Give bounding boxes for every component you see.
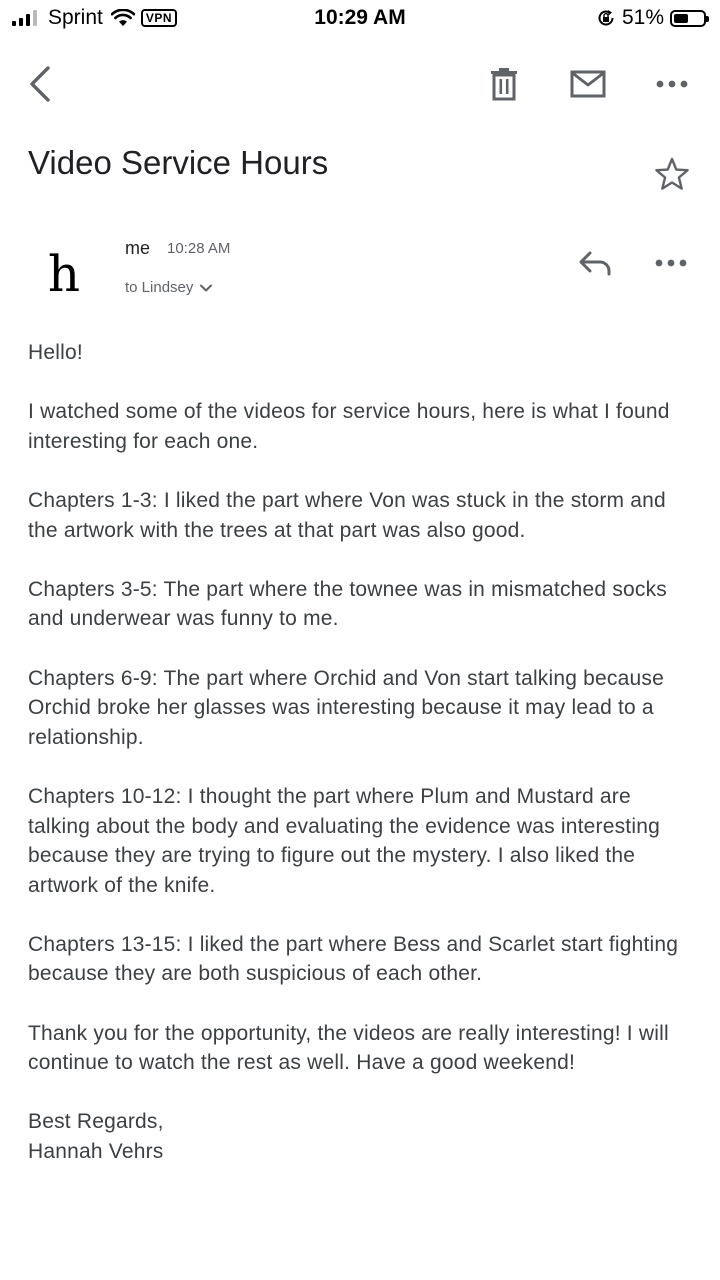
delete-button[interactable] (478, 56, 530, 112)
message-more-button[interactable] (648, 240, 694, 286)
chevron-left-icon (28, 65, 52, 103)
carrier-name: Sprint (48, 6, 103, 29)
reply-icon (578, 250, 612, 276)
battery-icon (670, 10, 706, 27)
sender-avatar[interactable]: h (47, 245, 81, 303)
email-body (28, 338, 698, 1196)
mail-icon (570, 70, 606, 98)
body-paragraph: Chapters 1-3: I liked the part where Von was stuck in the storm and the artwork with the trees at that part was also good. (28, 488, 666, 542)
more-options-button[interactable] (646, 56, 698, 112)
star-outline-icon (654, 157, 690, 191)
body-paragraph: Chapters 3-5: The part where the townee was in mismatched socks and underwear was funny to me. (28, 577, 668, 631)
body-paragraph: I watched some of the videos for service hours, here is what I found interesting for each one. (28, 400, 670, 453)
trash-icon (490, 67, 518, 101)
battery-percent: 51% (621, 6, 664, 29)
sent-time: 10:28 AM (167, 240, 231, 257)
body-paragraph: Chapters 6-9: The part where Orchid and Von start talking because Orchid broke her glasses was interesting because it may lead to a relationship. (28, 666, 664, 749)
body-paragraph: Chapters 13-15: I liked the part where Bess and Scarlet start fighting because they are both suspicious of each other. (28, 932, 679, 986)
email-toolbar (0, 56, 720, 112)
email-subject: Video Service Hours (28, 144, 329, 181)
body-paragraph: Hello! (28, 341, 83, 364)
vpn-badge: VPN (141, 9, 177, 27)
more-horizontal-icon (656, 80, 688, 88)
back-button[interactable] (18, 56, 62, 112)
status-right (596, 6, 706, 30)
mark-unread-button[interactable] (562, 56, 614, 112)
body-paragraph: Chapters 10-12: I thought the part where Plum and Mustard are talking about the body and evaluating the evidence was interesting because they are trying to figure out the mystery. I also liked the artwork of the knife. (28, 784, 660, 897)
chevron-down-icon (199, 283, 213, 293)
star-button[interactable] (650, 152, 694, 196)
recipient-details-toggle[interactable] (125, 279, 213, 296)
rotation-lock-icon (596, 8, 616, 28)
recipient-label: to Lindsey (125, 279, 194, 296)
sender-name: me (125, 238, 151, 258)
more-horizontal-icon (655, 259, 687, 267)
reply-button[interactable] (572, 240, 618, 286)
body-paragraph: Thank you for the opportunity, the videos are really interesting! I will continue to watch the rest as well. Have a good weekend! (28, 1021, 669, 1075)
status-time: 10:29 AM (314, 6, 406, 29)
email-signature: Best Regards, Hannah Vehrs (28, 1110, 164, 1164)
status-bar (0, 0, 720, 36)
